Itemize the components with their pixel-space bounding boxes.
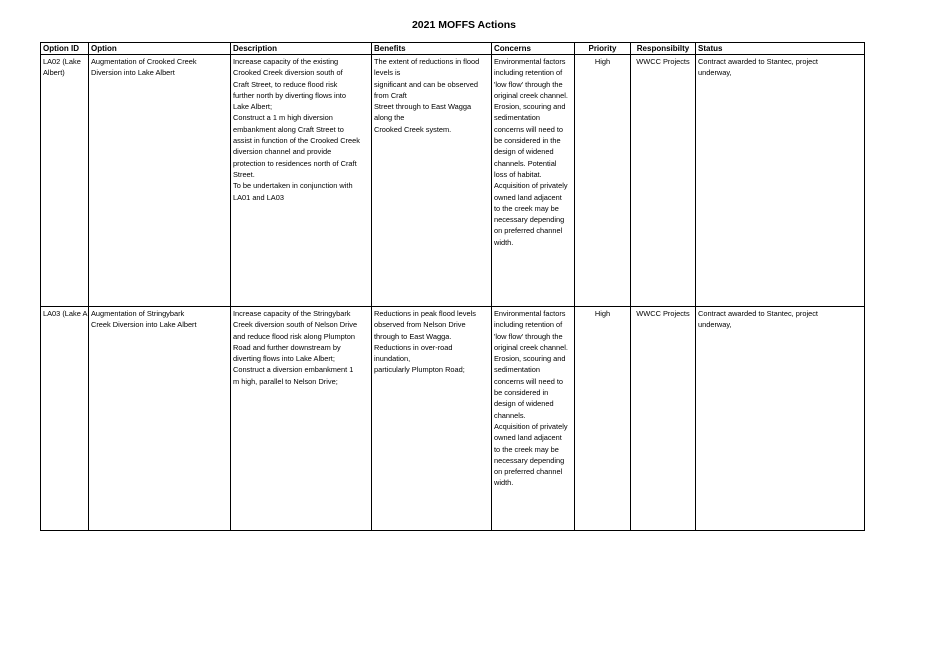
cell-option-id: LA03 (Lake A: [41, 307, 89, 531]
cell-status: Contract awarded to Stantec, project underway,: [696, 307, 865, 531]
cell-option: Augmentation of Crooked Creek Diversion into Lake Albert: [89, 55, 231, 307]
cell-status: Contract awarded to Stantec, project underway,: [696, 55, 865, 307]
cell-responsibility: WWCC Projects: [631, 307, 696, 531]
header-description: Description: [231, 43, 372, 55]
cell-concerns: Environmental factors including retention of 'low flow' through the original creek channel. Erosion, scouring and sedimentation concerns will need to be considered in design of widened channels. Acquisition of privately owned land adjacent to the creek may be necessary depending on preferred channel width.: [492, 307, 575, 531]
cell-description: Increase capacity of the Stringybark Creek diversion south of Nelson Drive and reduce flood risk along Plumpton Road and further downstream by diverting flows into Lake Albert; Construct a diversion embankment 1 m high, parallel to Nelson Drive;: [231, 307, 372, 531]
header-option-id: Option ID: [41, 43, 89, 55]
cell-benefits: Reductions in peak flood levels observed from Nelson Drive through to East Wagga. Reductions in over-road inundation, particularly Plumpton Road;: [372, 307, 492, 531]
cell-description: Increase capacity of the existing Crooked Creek diversion south of Craft Street, to reduce flood risk further north by diverting flows into Lake Albert; Construct a 1 m high diversion embankment along Craft Street to assist in function of the Crooked Creek diversion channel and provide protection to residences north of Craft Street. To be undertaken in conjunction with LA01 and LA03: [231, 55, 372, 307]
header-benefits: Benefits: [372, 43, 492, 55]
cell-priority: High: [575, 55, 631, 307]
table-row: [41, 55, 865, 307]
cell-option-id: LA02 (Lake Albert): [41, 55, 89, 307]
header-responsibility: Responsibilty: [631, 43, 696, 55]
header-status: Status: [696, 43, 865, 55]
header-option: Option: [89, 43, 231, 55]
header-concerns: Concerns: [492, 43, 575, 55]
document-title: 2021 MOFFS Actions: [411, 19, 517, 31]
cell-option: Augmentation of Stringybark Creek Diversion into Lake Albert: [89, 307, 231, 531]
header-row: [41, 43, 865, 55]
actions-table: [40, 42, 865, 531]
cell-concerns: Environmental factors including retention of 'low flow' through the original creek channel. Erosion, scouring and sedimentation concerns will need to be considered in the design of widened channels. Potential loss of habitat. Acquisition of privately owned land adjacent to the creek may be necessary depending on preferred channel width.: [492, 55, 575, 307]
table-row: [41, 307, 865, 531]
cell-responsibility: WWCC Projects: [631, 55, 696, 307]
header-priority: Priority: [575, 43, 631, 55]
cell-priority: High: [575, 307, 631, 531]
cell-benefits: The extent of reductions in flood levels is significant and can be observed from Craft Street through to East Wagga along the Crooked Creek system.: [372, 55, 492, 307]
